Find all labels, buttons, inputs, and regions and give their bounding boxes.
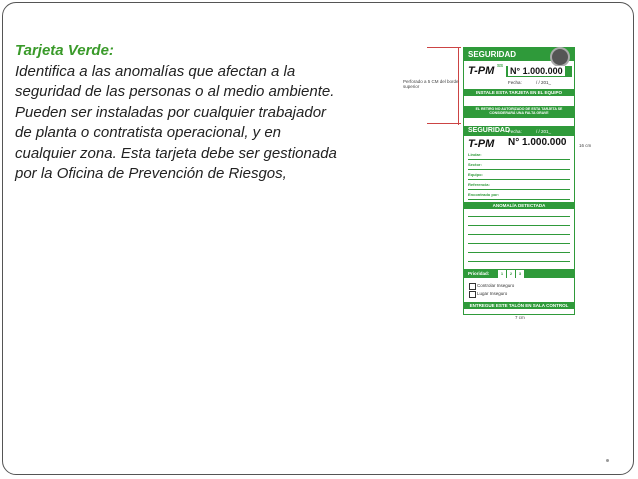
retiro-note: EL RETIRO NO AUTORIZADO DE ESTA TARJETA SE CONSIDERARÁ UNA FALTA GRAVE (464, 106, 574, 118)
field-line-4 (468, 189, 570, 190)
field-lindar: Lindar: (468, 152, 482, 157)
slide-text (15, 41, 415, 185)
anomalia-line-2 (468, 225, 570, 226)
prioridad-option-2: 2 (507, 270, 515, 278)
card-brand-2: T-PM (468, 138, 495, 150)
slide-line-2: seguridad de las personas o al medio ambiente. (15, 83, 335, 100)
card-number-2: N° 1.000.000 (508, 137, 567, 148)
field-line-3 (468, 179, 570, 180)
field-encontrado: Encontrado por: (468, 192, 500, 197)
slide-dot (606, 459, 609, 462)
slide-line-1: Identifica a las anomalías que afectan a la (15, 62, 296, 80)
green-card-figure (403, 43, 593, 323)
anomalia-line-1 (468, 216, 570, 217)
prioridad-option-3: 3 (516, 270, 524, 278)
field-equipo: Equipo: (468, 172, 483, 177)
check-option-1: Controlar Inseguro (477, 283, 515, 288)
prioridad-label: Prioridad: (468, 271, 490, 276)
card-header-2: SEGURIDAD (464, 126, 574, 136)
dim-right-label: 16 cm (579, 143, 592, 148)
prioridad-option-1: 1 (498, 270, 506, 278)
anomalia-label: ANOMALÍA DETECTADA (464, 202, 574, 209)
fecha-label: Fecha: (508, 80, 522, 85)
anomalia-line-5 (468, 252, 570, 253)
dim-bottom-label: 7 cm (515, 315, 525, 320)
field-line-1 (468, 159, 570, 160)
fecha-value: / / 201_ (536, 80, 552, 85)
check-box-2 (469, 291, 476, 298)
check-option-2: Lugar Inseguro (477, 291, 508, 296)
slide-title: Tarjeta Verde: (15, 42, 114, 59)
field-line-2 (468, 169, 570, 170)
fecha-label-2: Fecha: (508, 129, 522, 134)
dim-line-top (427, 47, 461, 48)
slide-line-5: cualquier zona. Esta tarjeta debe ser gestionada (15, 144, 337, 162)
anomalia-line-6 (468, 261, 570, 262)
install-note: INSTALE ESTA TARJETA EN EL EQUIPO (464, 89, 574, 96)
slide-line-6: por la Oficina de Prevención de Riesgos, (15, 165, 287, 182)
field-line-5 (468, 199, 570, 200)
slide-frame (2, 2, 634, 475)
slide-line-3: Pueden ser instaladas por cualquier trabajador (15, 103, 327, 121)
card-brand-sup: SS (497, 63, 504, 68)
field-sector: Sector: (468, 162, 482, 167)
anomalia-line-3 (468, 234, 570, 235)
dim-top-label: Perforado a 5 CM del borde superior (403, 79, 459, 89)
green-card (463, 47, 575, 315)
card-number: N° 1.000.000 (510, 66, 563, 76)
logo-icon (550, 47, 570, 67)
anomalia-line-4 (468, 243, 570, 244)
slide-line-4: de planta o contratista operacional, y en (15, 124, 282, 141)
card-header: SEGURIDAD (464, 48, 574, 61)
footer-note: ENTREGUE ESTE TALÓN EN SALA CONTROL (464, 302, 574, 309)
dim-line-mid (427, 123, 461, 124)
check-box-1 (469, 283, 476, 290)
fecha-value-2: / / 201_ (536, 129, 552, 134)
field-referencia: Referencia: (468, 182, 490, 187)
card-brand: T-PM (468, 65, 495, 77)
